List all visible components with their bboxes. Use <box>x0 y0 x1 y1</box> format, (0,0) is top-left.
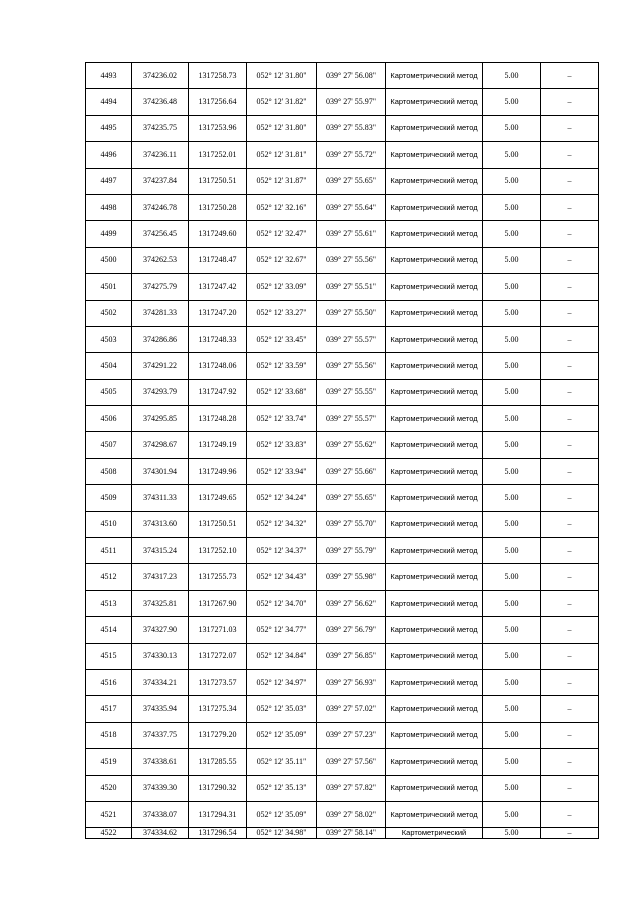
longitude-cell: 039° 27' 55.97" <box>317 89 386 115</box>
x-coordinate-cell: 374298.67 <box>132 432 189 458</box>
y-coordinate-cell: 1317247.20 <box>189 300 247 326</box>
y-coordinate-cell: 1317256.64 <box>189 89 247 115</box>
latitude-cell: 052° 12' 35.13" <box>247 775 317 801</box>
method-cell: Картометрический метод <box>386 696 483 722</box>
table-row <box>86 353 599 379</box>
latitude-cell: 052° 12' 34.37" <box>247 538 317 564</box>
longitude-cell: 039° 27' 57.56" <box>317 749 386 775</box>
x-coordinate-cell: 374293.79 <box>132 379 189 405</box>
longitude-cell: 039° 27' 55.56" <box>317 353 386 379</box>
description-cell: – <box>541 617 599 643</box>
method-cell: Картометрический метод <box>386 168 483 194</box>
latitude-cell: 052° 12' 33.45" <box>247 326 317 352</box>
point-number-cell: 4495 <box>86 115 132 141</box>
description-cell: – <box>541 511 599 537</box>
method-cell: Картометрический метод <box>386 590 483 616</box>
point-number-cell: 4519 <box>86 749 132 775</box>
y-coordinate-cell: 1317250.28 <box>189 194 247 220</box>
longitude-cell: 039° 27' 57.23" <box>317 722 386 748</box>
latitude-cell: 052° 12' 31.80" <box>247 63 317 89</box>
y-coordinate-cell: 1317248.28 <box>189 406 247 432</box>
latitude-cell: 052° 12' 34.70" <box>247 590 317 616</box>
y-coordinate-cell: 1317249.96 <box>189 458 247 484</box>
description-cell: – <box>541 353 599 379</box>
description-cell: – <box>541 669 599 695</box>
latitude-cell: 052° 12' 35.11" <box>247 749 317 775</box>
y-coordinate-cell: 1317296.54 <box>189 828 247 839</box>
x-coordinate-cell: 374338.07 <box>132 801 189 827</box>
point-number-cell: 4503 <box>86 326 132 352</box>
method-cell: Картометрический метод <box>386 142 483 168</box>
x-coordinate-cell: 374281.33 <box>132 300 189 326</box>
y-coordinate-cell: 1317279.20 <box>189 722 247 748</box>
latitude-cell: 052° 12' 33.74" <box>247 406 317 432</box>
description-cell: – <box>541 775 599 801</box>
accuracy-cell: 5.00 <box>483 722 541 748</box>
table-row <box>86 406 599 432</box>
y-coordinate-cell: 1317267.90 <box>189 590 247 616</box>
x-coordinate-cell: 374275.79 <box>132 274 189 300</box>
x-coordinate-cell: 374236.02 <box>132 63 189 89</box>
y-coordinate-cell: 1317248.33 <box>189 326 247 352</box>
y-coordinate-cell: 1317252.01 <box>189 142 247 168</box>
table-row <box>86 511 599 537</box>
method-cell: Картометрический метод <box>386 406 483 432</box>
method-cell: Картометрический метод <box>386 247 483 273</box>
latitude-cell: 052° 12' 35.09" <box>247 722 317 748</box>
x-coordinate-cell: 374317.23 <box>132 564 189 590</box>
table-row <box>86 247 599 273</box>
y-coordinate-cell: 1317290.32 <box>189 775 247 801</box>
method-cell: Картометрический метод <box>386 115 483 141</box>
table-row <box>86 274 599 300</box>
x-coordinate-cell: 374301.94 <box>132 458 189 484</box>
point-number-cell: 4501 <box>86 274 132 300</box>
method-cell: Картометрический метод <box>386 485 483 511</box>
latitude-cell: 052° 12' 33.83" <box>247 432 317 458</box>
y-coordinate-cell: 1317294.31 <box>189 801 247 827</box>
accuracy-cell: 5.00 <box>483 168 541 194</box>
point-number-cell: 4494 <box>86 89 132 115</box>
accuracy-cell: 5.00 <box>483 115 541 141</box>
accuracy-cell: 5.00 <box>483 538 541 564</box>
table-row <box>86 89 599 115</box>
x-coordinate-cell: 374262.53 <box>132 247 189 273</box>
longitude-cell: 039° 27' 57.02" <box>317 696 386 722</box>
method-cell: Картометрический метод <box>386 564 483 590</box>
x-coordinate-cell: 374237.84 <box>132 168 189 194</box>
longitude-cell: 039° 27' 56.08" <box>317 63 386 89</box>
point-number-cell: 4511 <box>86 538 132 564</box>
table-row <box>86 221 599 247</box>
method-cell: Картометрический метод <box>386 775 483 801</box>
method-cell: Картометрический метод <box>386 274 483 300</box>
longitude-cell: 039° 27' 55.50" <box>317 300 386 326</box>
table-row <box>86 458 599 484</box>
method-cell: Картометрический метод <box>386 749 483 775</box>
description-cell: – <box>541 115 599 141</box>
point-number-cell: 4493 <box>86 63 132 89</box>
y-coordinate-cell: 1317285.55 <box>189 749 247 775</box>
y-coordinate-cell: 1317250.51 <box>189 511 247 537</box>
table-row <box>86 801 599 827</box>
latitude-cell: 052° 12' 33.27" <box>247 300 317 326</box>
point-number-cell: 4521 <box>86 801 132 827</box>
latitude-cell: 052° 12' 35.03" <box>247 696 317 722</box>
longitude-cell: 039° 27' 55.70" <box>317 511 386 537</box>
accuracy-cell: 5.00 <box>483 221 541 247</box>
method-cell: Картометрический метод <box>386 643 483 669</box>
y-coordinate-cell: 1317248.47 <box>189 247 247 273</box>
table-row <box>86 564 599 590</box>
method-cell: Картометрический метод <box>386 89 483 115</box>
accuracy-cell: 5.00 <box>483 617 541 643</box>
accuracy-cell: 5.00 <box>483 696 541 722</box>
description-cell: – <box>541 485 599 511</box>
method-cell: Картометрический метод <box>386 432 483 458</box>
table-row <box>86 538 599 564</box>
longitude-cell: 039° 27' 58.02" <box>317 801 386 827</box>
accuracy-cell: 5.00 <box>483 828 541 839</box>
method-cell: Картометрический метод <box>386 669 483 695</box>
description-cell: – <box>541 722 599 748</box>
x-coordinate-cell: 374235.75 <box>132 115 189 141</box>
point-number-cell: 4508 <box>86 458 132 484</box>
latitude-cell: 052° 12' 32.67" <box>247 247 317 273</box>
x-coordinate-cell: 374327.90 <box>132 617 189 643</box>
table-row <box>86 432 599 458</box>
x-coordinate-cell: 374311.33 <box>132 485 189 511</box>
description-cell: – <box>541 247 599 273</box>
longitude-cell: 039° 27' 55.55" <box>317 379 386 405</box>
x-coordinate-cell: 374256.45 <box>132 221 189 247</box>
table-row <box>86 617 599 643</box>
x-coordinate-cell: 374334.21 <box>132 669 189 695</box>
table-row <box>86 63 599 89</box>
x-coordinate-cell: 374291.22 <box>132 353 189 379</box>
longitude-cell: 039° 27' 58.14" <box>317 828 386 839</box>
latitude-cell: 052° 12' 34.97" <box>247 669 317 695</box>
method-cell: Картометрический <box>386 828 483 839</box>
x-coordinate-cell: 374246.78 <box>132 194 189 220</box>
point-number-cell: 4496 <box>86 142 132 168</box>
point-number-cell: 4504 <box>86 353 132 379</box>
description-cell: – <box>541 749 599 775</box>
latitude-cell: 052° 12' 31.82" <box>247 89 317 115</box>
longitude-cell: 039° 27' 56.93" <box>317 669 386 695</box>
latitude-cell: 052° 12' 34.32" <box>247 511 317 537</box>
method-cell: Картометрический метод <box>386 194 483 220</box>
description-cell: – <box>541 801 599 827</box>
x-coordinate-cell: 374325.81 <box>132 590 189 616</box>
description-cell: – <box>541 168 599 194</box>
method-cell: Картометрический метод <box>386 722 483 748</box>
y-coordinate-cell: 1317271.03 <box>189 617 247 643</box>
y-coordinate-cell: 1317249.60 <box>189 221 247 247</box>
point-number-cell: 4499 <box>86 221 132 247</box>
table-row <box>86 643 599 669</box>
point-number-cell: 4497 <box>86 168 132 194</box>
method-cell: Картометрический метод <box>386 617 483 643</box>
method-cell: Картометрический метод <box>386 221 483 247</box>
longitude-cell: 039° 27' 55.98" <box>317 564 386 590</box>
accuracy-cell: 5.00 <box>483 274 541 300</box>
description-cell: – <box>541 300 599 326</box>
longitude-cell: 039° 27' 55.61" <box>317 221 386 247</box>
description-cell: – <box>541 564 599 590</box>
longitude-cell: 039° 27' 55.66" <box>317 458 386 484</box>
description-cell: – <box>541 194 599 220</box>
longitude-cell: 039° 27' 55.57" <box>317 406 386 432</box>
x-coordinate-cell: 374286.86 <box>132 326 189 352</box>
point-number-cell: 4509 <box>86 485 132 511</box>
latitude-cell: 052° 12' 34.43" <box>247 564 317 590</box>
point-number-cell: 4500 <box>86 247 132 273</box>
description-cell: – <box>541 63 599 89</box>
accuracy-cell: 5.00 <box>483 749 541 775</box>
longitude-cell: 039° 27' 55.83" <box>317 115 386 141</box>
y-coordinate-cell: 1317249.19 <box>189 432 247 458</box>
table-body <box>86 63 599 839</box>
accuracy-cell: 5.00 <box>483 142 541 168</box>
table-row <box>86 828 599 839</box>
point-number-cell: 4505 <box>86 379 132 405</box>
x-coordinate-cell: 374330.13 <box>132 643 189 669</box>
longitude-cell: 039° 27' 56.62" <box>317 590 386 616</box>
x-coordinate-cell: 374338.61 <box>132 749 189 775</box>
x-coordinate-cell: 374315.24 <box>132 538 189 564</box>
point-number-cell: 4502 <box>86 300 132 326</box>
accuracy-cell: 5.00 <box>483 353 541 379</box>
table-row <box>86 722 599 748</box>
latitude-cell: 052° 12' 31.81" <box>247 142 317 168</box>
point-number-cell: 4515 <box>86 643 132 669</box>
y-coordinate-cell: 1317275.34 <box>189 696 247 722</box>
y-coordinate-cell: 1317272.07 <box>189 643 247 669</box>
description-cell: – <box>541 538 599 564</box>
description-cell: – <box>541 458 599 484</box>
method-cell: Картометрический метод <box>386 63 483 89</box>
point-number-cell: 4510 <box>86 511 132 537</box>
point-number-cell: 4498 <box>86 194 132 220</box>
point-number-cell: 4514 <box>86 617 132 643</box>
point-number-cell: 4512 <box>86 564 132 590</box>
y-coordinate-cell: 1317253.96 <box>189 115 247 141</box>
description-cell: – <box>541 696 599 722</box>
longitude-cell: 039° 27' 55.65" <box>317 485 386 511</box>
longitude-cell: 039° 27' 55.56" <box>317 247 386 273</box>
accuracy-cell: 5.00 <box>483 458 541 484</box>
accuracy-cell: 5.00 <box>483 63 541 89</box>
accuracy-cell: 5.00 <box>483 300 541 326</box>
latitude-cell: 052° 12' 31.87" <box>247 168 317 194</box>
accuracy-cell: 5.00 <box>483 564 541 590</box>
table-row <box>86 300 599 326</box>
y-coordinate-cell: 1317247.92 <box>189 379 247 405</box>
latitude-cell: 052° 12' 31.80" <box>247 115 317 141</box>
latitude-cell: 052° 12' 32.16" <box>247 194 317 220</box>
description-cell: – <box>541 432 599 458</box>
table-row <box>86 168 599 194</box>
table-row <box>86 115 599 141</box>
table-row <box>86 749 599 775</box>
y-coordinate-cell: 1317255.73 <box>189 564 247 590</box>
table-row <box>86 485 599 511</box>
y-coordinate-cell: 1317252.10 <box>189 538 247 564</box>
accuracy-cell: 5.00 <box>483 801 541 827</box>
point-number-cell: 4513 <box>86 590 132 616</box>
point-number-cell: 4506 <box>86 406 132 432</box>
longitude-cell: 039° 27' 55.72" <box>317 142 386 168</box>
description-cell: – <box>541 274 599 300</box>
accuracy-cell: 5.00 <box>483 194 541 220</box>
longitude-cell: 039° 27' 55.64" <box>317 194 386 220</box>
point-number-cell: 4517 <box>86 696 132 722</box>
description-cell: – <box>541 379 599 405</box>
y-coordinate-cell: 1317247.42 <box>189 274 247 300</box>
method-cell: Картометрический метод <box>386 353 483 379</box>
method-cell: Картометрический метод <box>386 379 483 405</box>
table-row <box>86 590 599 616</box>
coordinates-table <box>85 62 599 839</box>
y-coordinate-cell: 1317273.57 <box>189 669 247 695</box>
description-cell: – <box>541 89 599 115</box>
table-row <box>86 775 599 801</box>
longitude-cell: 039° 27' 55.79" <box>317 538 386 564</box>
description-cell: – <box>541 221 599 247</box>
description-cell: – <box>541 326 599 352</box>
point-number-cell: 4520 <box>86 775 132 801</box>
latitude-cell: 052° 12' 32.47" <box>247 221 317 247</box>
point-number-cell: 4516 <box>86 669 132 695</box>
longitude-cell: 039° 27' 55.57" <box>317 326 386 352</box>
y-coordinate-cell: 1317249.65 <box>189 485 247 511</box>
table-row <box>86 669 599 695</box>
longitude-cell: 039° 27' 55.65" <box>317 168 386 194</box>
description-cell: – <box>541 590 599 616</box>
y-coordinate-cell: 1317250.51 <box>189 168 247 194</box>
accuracy-cell: 5.00 <box>483 643 541 669</box>
x-coordinate-cell: 374236.11 <box>132 142 189 168</box>
description-cell: – <box>541 142 599 168</box>
longitude-cell: 039° 27' 55.51" <box>317 274 386 300</box>
x-coordinate-cell: 374295.85 <box>132 406 189 432</box>
description-cell: – <box>541 406 599 432</box>
accuracy-cell: 5.00 <box>483 326 541 352</box>
latitude-cell: 052° 12' 33.68" <box>247 379 317 405</box>
accuracy-cell: 5.00 <box>483 590 541 616</box>
accuracy-cell: 5.00 <box>483 775 541 801</box>
accuracy-cell: 5.00 <box>483 379 541 405</box>
table-row <box>86 142 599 168</box>
accuracy-cell: 5.00 <box>483 247 541 273</box>
x-coordinate-cell: 374337.75 <box>132 722 189 748</box>
x-coordinate-cell: 374339.30 <box>132 775 189 801</box>
longitude-cell: 039° 27' 55.62" <box>317 432 386 458</box>
method-cell: Картометрический метод <box>386 801 483 827</box>
accuracy-cell: 5.00 <box>483 485 541 511</box>
latitude-cell: 052° 12' 34.24" <box>247 485 317 511</box>
accuracy-cell: 5.00 <box>483 511 541 537</box>
point-number-cell: 4522 <box>86 828 132 839</box>
longitude-cell: 039° 27' 56.85" <box>317 643 386 669</box>
y-coordinate-cell: 1317248.06 <box>189 353 247 379</box>
method-cell: Картометрический метод <box>386 300 483 326</box>
table-row <box>86 379 599 405</box>
method-cell: Картометрический метод <box>386 538 483 564</box>
latitude-cell: 052° 12' 34.98" <box>247 828 317 839</box>
x-coordinate-cell: 374335.94 <box>132 696 189 722</box>
method-cell: Картометрический метод <box>386 326 483 352</box>
latitude-cell: 052° 12' 33.94" <box>247 458 317 484</box>
table-row <box>86 194 599 220</box>
accuracy-cell: 5.00 <box>483 406 541 432</box>
point-number-cell: 4518 <box>86 722 132 748</box>
description-cell: – <box>541 828 599 839</box>
latitude-cell: 052° 12' 34.77" <box>247 617 317 643</box>
latitude-cell: 052° 12' 33.59" <box>247 353 317 379</box>
accuracy-cell: 5.00 <box>483 89 541 115</box>
description-cell: – <box>541 643 599 669</box>
x-coordinate-cell: 374334.62 <box>132 828 189 839</box>
method-cell: Картометрический метод <box>386 511 483 537</box>
point-number-cell: 4507 <box>86 432 132 458</box>
latitude-cell: 052° 12' 33.09" <box>247 274 317 300</box>
y-coordinate-cell: 1317258.73 <box>189 63 247 89</box>
accuracy-cell: 5.00 <box>483 669 541 695</box>
accuracy-cell: 5.00 <box>483 432 541 458</box>
x-coordinate-cell: 374313.60 <box>132 511 189 537</box>
table-row <box>86 696 599 722</box>
latitude-cell: 052° 12' 35.09" <box>247 801 317 827</box>
latitude-cell: 052° 12' 34.84" <box>247 643 317 669</box>
longitude-cell: 039° 27' 57.82" <box>317 775 386 801</box>
x-coordinate-cell: 374236.48 <box>132 89 189 115</box>
table-row <box>86 326 599 352</box>
longitude-cell: 039° 27' 56.79" <box>317 617 386 643</box>
method-cell: Картометрический метод <box>386 458 483 484</box>
